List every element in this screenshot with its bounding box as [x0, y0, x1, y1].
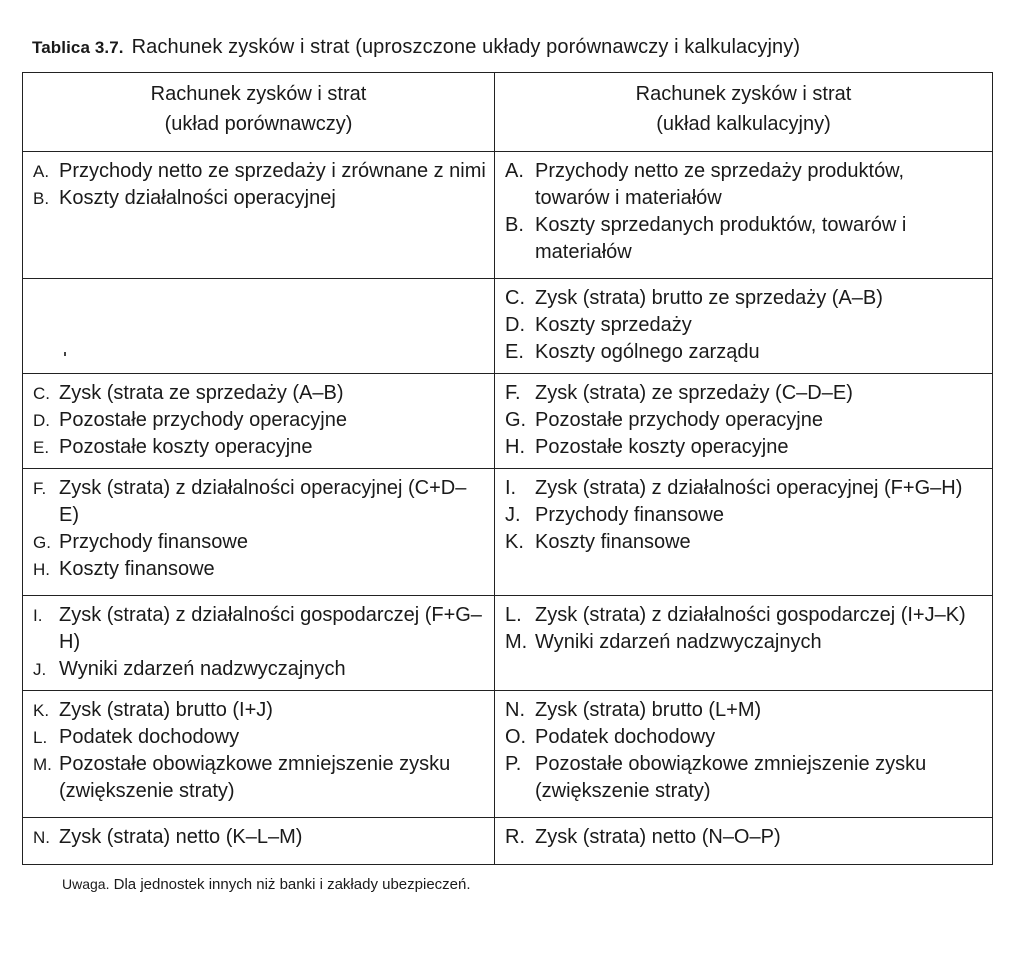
list-item: [505, 824, 984, 851]
calculation-cell: [495, 818, 993, 865]
item-text: Przychody netto ze sprzedaży produktów, towarów i materiałów: [535, 160, 905, 209]
item-text: Wyniki zdarzeń nadzwyczajnych: [535, 631, 822, 653]
comparative-cell: [23, 469, 495, 596]
header-calculation-line2: (układ kalkulacyjny): [656, 113, 831, 135]
scan-speck: [64, 352, 66, 356]
table-title: Rachunek zysków i strat (uproszczone układy porównawczy i kalkulacyjny): [131, 36, 801, 58]
list-item: [33, 824, 486, 851]
list-item: [505, 434, 984, 461]
list-item: [505, 629, 984, 656]
item-marker: K.: [33, 701, 50, 720]
table-row: [23, 596, 993, 691]
list-item: [33, 407, 486, 434]
list-item: [33, 158, 486, 185]
header-comparative-line1: Rachunek zysków i strat: [150, 83, 367, 105]
item-text: Zysk (strata) z działalności operacyjnej (C+D–E): [59, 477, 467, 526]
comparative-cell: [23, 818, 495, 865]
list-item: [505, 380, 984, 407]
table-row: [23, 279, 993, 374]
item-text: Pozostałe obowiązkowe zmniejszenie zysku (zwiększenie straty): [535, 753, 927, 802]
item-marker: E.: [33, 438, 50, 457]
list-item: [505, 475, 984, 502]
item-text: Koszty finansowe: [535, 531, 691, 553]
item-text: Podatek dochodowy: [59, 726, 240, 748]
item-marker: D.: [33, 411, 50, 430]
list-item: [33, 185, 486, 212]
list-item: [33, 556, 486, 583]
table-header-row: [23, 73, 993, 152]
item-text: Podatek dochodowy: [535, 726, 716, 748]
item-text: Koszty finansowe: [59, 558, 215, 580]
list-item: [33, 475, 486, 529]
item-marker: M.: [33, 755, 52, 774]
table-note: [62, 876, 471, 893]
list-item: [505, 407, 984, 434]
item-marker: K.: [505, 531, 524, 553]
calculation-cell: [495, 469, 993, 596]
list-item: [505, 697, 984, 724]
comparative-cell: [23, 596, 495, 691]
list-item: [505, 502, 984, 529]
item-marker: M.: [505, 631, 528, 653]
item-text: Zysk (strata) brutto (L+M): [535, 699, 762, 721]
item-marker: A.: [505, 160, 524, 182]
table-number: Tablica 3.7.: [32, 38, 124, 57]
item-marker: L.: [33, 728, 48, 747]
list-item: [505, 724, 984, 751]
header-calculation: [495, 73, 993, 152]
item-marker: C.: [505, 287, 525, 309]
item-marker: J.: [505, 504, 521, 526]
calculation-cell: [495, 596, 993, 691]
header-comparative-line2: (układ porównawczy): [164, 113, 353, 135]
item-text: Zysk (strata) z działalności gospodarczej (F+G–H): [59, 604, 482, 653]
table-row: [23, 469, 993, 596]
item-marker: N.: [505, 699, 525, 721]
list-item: [33, 529, 486, 556]
calculation-cell: [495, 279, 993, 374]
header-comparative: [23, 73, 495, 152]
item-marker: I.: [505, 477, 517, 499]
note-label: Uwaga.: [62, 876, 110, 892]
item-marker: L.: [505, 604, 522, 626]
list-item: [33, 697, 486, 724]
comparative-cell: [23, 279, 495, 374]
item-marker: J.: [33, 660, 47, 679]
item-marker: N.: [33, 828, 50, 847]
item-text: Pozostałe przychody operacyjne: [59, 409, 347, 431]
list-item: [505, 602, 984, 629]
item-text: Zysk (strata) brutto ze sprzedaży (A–B): [535, 287, 883, 309]
list-item: [505, 751, 984, 805]
item-text: Zysk (strata) brutto (I+J): [59, 699, 273, 721]
item-marker: G.: [505, 409, 527, 431]
item-text: Przychody finansowe: [535, 504, 724, 526]
item-text: Zysk (strata) ze sprzedaży (C–D–E): [535, 382, 853, 404]
comparative-cell: [23, 152, 495, 279]
item-marker: F.: [505, 382, 521, 404]
list-item: [505, 529, 984, 556]
item-text: Koszty sprzedanych produktów, towarów i materiałów: [535, 214, 907, 263]
item-marker: G.: [33, 533, 51, 552]
item-text: Koszty ogólnego zarządu: [535, 341, 760, 363]
calculation-cell: [495, 374, 993, 469]
item-marker: B.: [33, 189, 50, 208]
calculation-cell: [495, 152, 993, 279]
table-row: [23, 691, 993, 818]
item-text: Koszty sprzedaży: [535, 314, 692, 336]
item-marker: H.: [505, 436, 525, 458]
item-marker: E.: [505, 341, 524, 363]
item-marker: I.: [33, 606, 43, 625]
item-text: Wyniki zdarzeń nadzwyczajnych: [59, 658, 346, 680]
item-marker: C.: [33, 384, 50, 403]
item-marker: B.: [505, 214, 524, 236]
table-row: [23, 818, 993, 865]
item-marker: A.: [33, 162, 50, 181]
list-item: [505, 285, 984, 312]
list-item: [33, 656, 486, 683]
list-item: [33, 434, 486, 461]
item-marker: D.: [505, 314, 525, 336]
list-item: [505, 212, 984, 266]
item-text: Przychody netto ze sprzedaży i zrównane z nimi: [59, 160, 486, 182]
item-marker: H.: [33, 560, 50, 579]
list-item: [505, 158, 984, 212]
item-text: Zysk (strata) z działalności gospodarczej (I+J–K): [535, 604, 966, 626]
comparative-cell: [23, 691, 495, 818]
table-caption: [32, 36, 800, 59]
item-text: Zysk (strata ze sprzedaży (A–B): [59, 382, 344, 404]
calculation-cell: [495, 691, 993, 818]
item-marker: F.: [33, 479, 47, 498]
item-marker: O.: [505, 726, 527, 748]
item-marker: R.: [505, 826, 525, 848]
item-text: Zysk (strata) netto (K–L–M): [59, 826, 303, 848]
item-text: Pozostałe koszty operacyjne: [59, 436, 313, 458]
item-text: Pozostałe przychody operacyjne: [535, 409, 823, 431]
list-item: [33, 602, 486, 656]
list-item: [33, 751, 486, 805]
comparative-cell: [23, 374, 495, 469]
item-marker: P.: [505, 753, 522, 775]
list-item: [505, 339, 984, 366]
item-text: Pozostałe obowiązkowe zmniejszenie zysku (zwiększenie straty): [59, 753, 451, 802]
table-row: [23, 152, 993, 279]
item-text: Zysk (strata) z działalności operacyjnej (F+G–H): [535, 477, 963, 499]
income-statement-table: [22, 72, 993, 865]
note-text: Dla jednostek innych niż banki i zakłady ubezpieczeń.: [113, 876, 471, 893]
list-item: [33, 380, 486, 407]
header-calculation-line1: Rachunek zysków i strat: [635, 83, 852, 105]
list-item: [505, 312, 984, 339]
item-text: Przychody finansowe: [59, 531, 248, 553]
table-row: [23, 374, 993, 469]
list-item: [33, 724, 486, 751]
item-text: Zysk (strata) netto (N–O–P): [535, 826, 781, 848]
item-text: Pozostałe koszty operacyjne: [535, 436, 789, 458]
item-text: Koszty działalności operacyjnej: [59, 187, 336, 209]
